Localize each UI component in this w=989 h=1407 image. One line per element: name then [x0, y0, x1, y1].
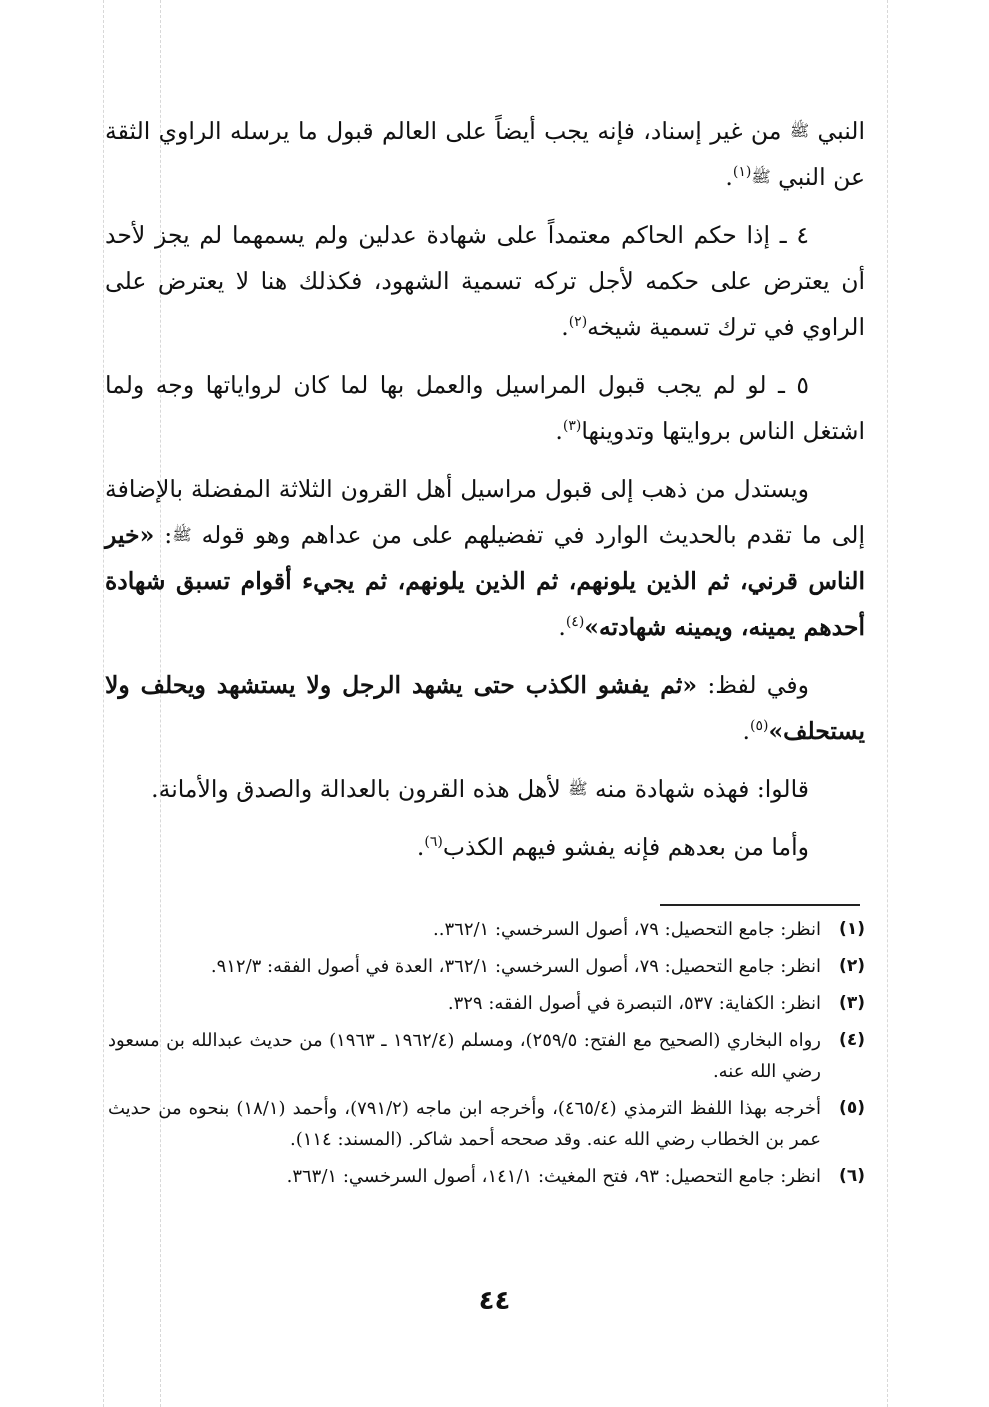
hadith-quote: «خير الناس قرني، ثم الذين يلونهم، ثم الذين يلونهم، ثم يجيء أقوام تسبق شهادة أحدهم يمينه، ويمينه شهادته»: [105, 521, 865, 641]
hadith-quote: «ثم يفشو الكذب حتى يشهد الرجل ولا يستشهد ويحلف ولا يستحلف»: [105, 671, 865, 745]
text-run: لأهل هذه القرون بالعدالة والصدق والأمانة.: [151, 775, 569, 803]
paragraph-5: [105, 662, 865, 754]
text-run: .: [558, 613, 566, 641]
footnote-separator: [660, 904, 860, 906]
main-text: [105, 108, 865, 870]
footnote-text: انظر: جامع التحصيل: ٩٣، فتح المغيث: ١٤١/١، أصول السرخسي: ٣٦٣/١.: [286, 1166, 821, 1187]
footnote: [108, 914, 865, 945]
text-run: .: [725, 163, 733, 191]
salawat-glyph: ﷺ: [751, 167, 771, 186]
footnote-number: (٢): [839, 956, 865, 976]
text-run: وأما من بعدهم فإنه يفشو فيهم الكذب: [442, 833, 809, 861]
footnote: [108, 1025, 865, 1087]
footnote-text: أخرجه بهذا اللفظ الترمذي (٤٦٥/٤)، وأخرجه ابن ماجه (٧٩١/٢)، وأحمد (١٨/١) بنحوه من حديث عمر بن الخطاب رضي الله عنه. وقد صححه أحمد شاكر. (المسند: ١١٤).: [108, 1098, 822, 1150]
text-run: قالوا: فهذه شهادة منه: [587, 775, 809, 803]
text-run: ويستدل من ذهب إلى قبول مراسيل أهل القرون الثلاثة المفضلة بالإضافة إلى ما تقدم بالحديث الوارد في تفضيلهم على من عداهم وهو قوله: [105, 475, 865, 549]
text-run: وفي لفظ:: [697, 671, 809, 699]
footnote: [108, 951, 865, 982]
footnote-number: (١): [839, 919, 865, 939]
paragraph-2: [105, 212, 865, 350]
text-run: ٤ ـ إذا حكم الحاكم معتمداً على شهادة عدلين ولم يسمهما لم يجز لأحد أن يعترض على حكمه لأجل تركه تسمية الشهود، فكذلك هنا لا يعترض على الراوي في ترك تسمية شيخه: [105, 221, 865, 341]
paragraph-6: [105, 766, 865, 812]
footnote-ref[interactable]: (٤): [565, 614, 585, 631]
salawat-glyph: ﷺ: [172, 525, 192, 544]
scan-fold-line: [103, 0, 104, 1407]
footnotes: [108, 914, 865, 1198]
text-run: النبي: [809, 117, 865, 145]
text-run: .: [561, 313, 569, 341]
footnote: [108, 1161, 865, 1192]
text-run: .: [555, 417, 563, 445]
text-run: .: [416, 833, 425, 861]
salawat-glyph: ﷺ: [789, 121, 810, 140]
text-run: .: [742, 717, 750, 745]
paragraph-7: [105, 824, 865, 870]
footnote-text: انظر: جامع التحصيل: ٧٩، أصول السرخسي: ٣٦٢/١، العدة في أصول الفقه: ٩١٢/٣.: [210, 956, 821, 977]
salawat-glyph: ﷺ: [568, 779, 588, 798]
footnote-ref[interactable]: (٦): [424, 834, 443, 851]
paragraph-4: [105, 466, 865, 650]
footnote-ref[interactable]: (٣): [562, 418, 582, 435]
page-number: ٤٤: [478, 1286, 511, 1316]
footnote-number: (٤): [839, 1030, 865, 1050]
footnote-number: (٥): [839, 1098, 865, 1118]
footnote-number: (٦): [839, 1166, 865, 1186]
text-run: :: [154, 521, 173, 549]
footnote: [108, 988, 865, 1019]
footnote-text: انظر: جامع التحصيل: ٧٩، أصول السرخسي: ٣٦٢/١..: [433, 919, 821, 940]
footnote-ref[interactable]: (٥): [749, 718, 769, 735]
footnote-number: (٣): [839, 993, 865, 1013]
footnote-text: رواه البخاري (الصحيح مع الفتح: ٢٥٩/٥)، ومسلم (١٩٦٢/٤ ـ ١٩٦٣) من حديث عبدالله بن مسعود رضي الله عنه.: [108, 1030, 821, 1082]
scan-fold-line: [887, 0, 888, 1407]
paragraph-1: [105, 108, 865, 200]
footnote-ref[interactable]: (٢): [568, 314, 588, 331]
footnote: [108, 1093, 865, 1155]
footnote-ref[interactable]: (١): [732, 164, 752, 181]
paragraph-3: [105, 362, 865, 454]
text-run: ٥ ـ لو لم يجب قبول المراسيل والعمل بها لما كان لرواياتها وجه ولما اشتغل الناس بروايتها وتدوينها: [105, 371, 865, 445]
footnote-text: انظر: الكفاية: ٥٣٧، التبصرة في أصول الفقه: ٣٢٩.: [447, 993, 821, 1014]
text-run: من غير إسناد، فإنه يجب أيضاً على العالم قبول ما يرسله الراوي الثقة عن النبي: [105, 117, 865, 191]
